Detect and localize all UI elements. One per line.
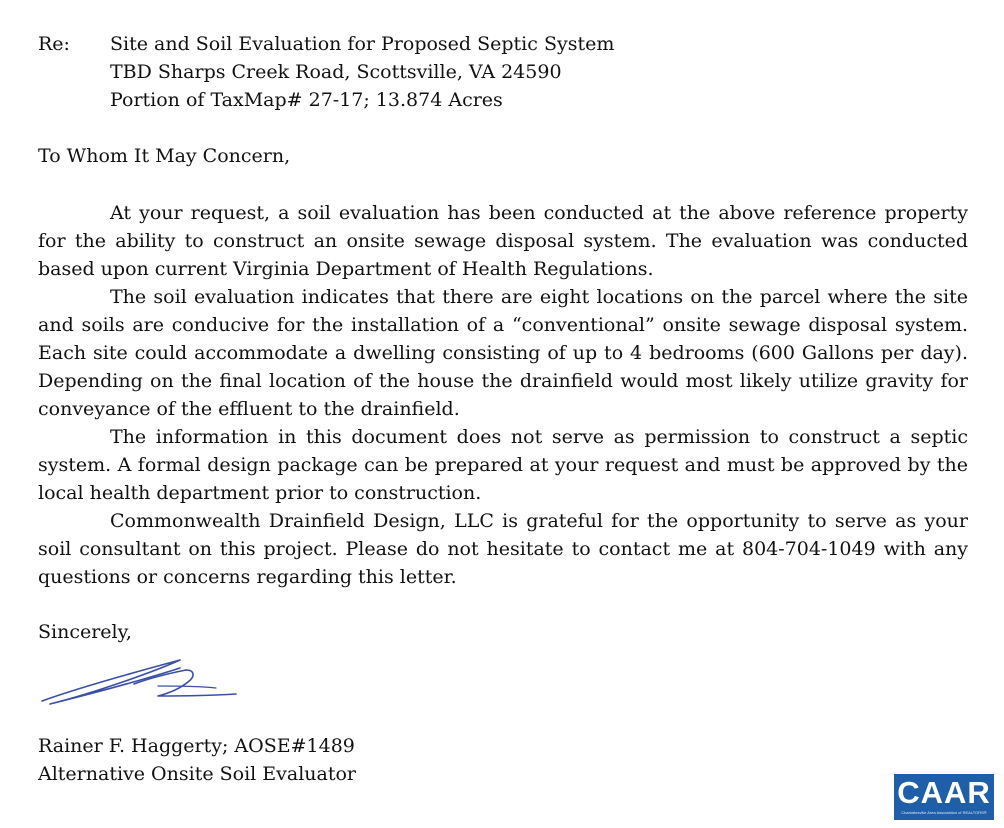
salutation: To Whom It May Concern, bbox=[38, 145, 291, 167]
subject-label: Re: bbox=[38, 33, 70, 55]
subject-line-parcel: Portion of TaxMap# 27-17; 13.874 Acres bbox=[110, 89, 503, 111]
subject-line-title: Site and Soil Evaluation for Proposed Septic System bbox=[110, 33, 615, 55]
signer-title: Alternative Onsite Soil Evaluator bbox=[38, 763, 356, 785]
signature-stroke bbox=[42, 660, 180, 704]
body-paragraph: Commonwealth Drainfield Design, LLC is grateful for the opportunity to serve as your soil consultant on this project. Please do not hesitate to contact me at 804-704-1049 with any questions or concerns regarding this letter. bbox=[38, 510, 968, 588]
subject-lines bbox=[110, 30, 614, 114]
closing: Sincerely, bbox=[38, 621, 132, 643]
signature-stroke bbox=[134, 670, 236, 696]
letter-body bbox=[38, 199, 968, 591]
body-paragraph: The information in this document does not serve as permission to construct a septic system. A formal design package can be prepared at your request and must be approved by the local health department prior to construction. bbox=[38, 426, 968, 504]
handwritten-signature bbox=[38, 656, 248, 712]
logo-subtext: Charlottesville Area Association of REALTORS® bbox=[901, 810, 987, 815]
subject-line-address: TBD Sharps Creek Road, Scottsville, VA 24590 bbox=[110, 61, 562, 83]
caar-logo bbox=[894, 774, 994, 820]
signer-name: Rainer F. Haggerty; AOSE#1489 bbox=[38, 735, 355, 757]
body-paragraph: At your request, a soil evaluation has been conducted at the above reference property for the ability to construct an onsite sewage disposal system. The evaluation was conducted based upon current Virginia Department of Health Regulations. bbox=[38, 202, 968, 280]
logo-text: CAAR bbox=[897, 775, 991, 810]
signature-stroke bbox=[158, 686, 216, 688]
body-paragraph: The soil evaluation indicates that there are eight locations on the parcel where the site and soils are conducive for the installation of a “conventional” onsite sewage disposal system. Each site could accommodate a dwelling consisting of up to 4 bedrooms (600 Gallons per day). Depending on the final location of the house the drainfield would most likely utilize gravity for conveyance of the effluent to the drainfield. bbox=[38, 286, 968, 420]
